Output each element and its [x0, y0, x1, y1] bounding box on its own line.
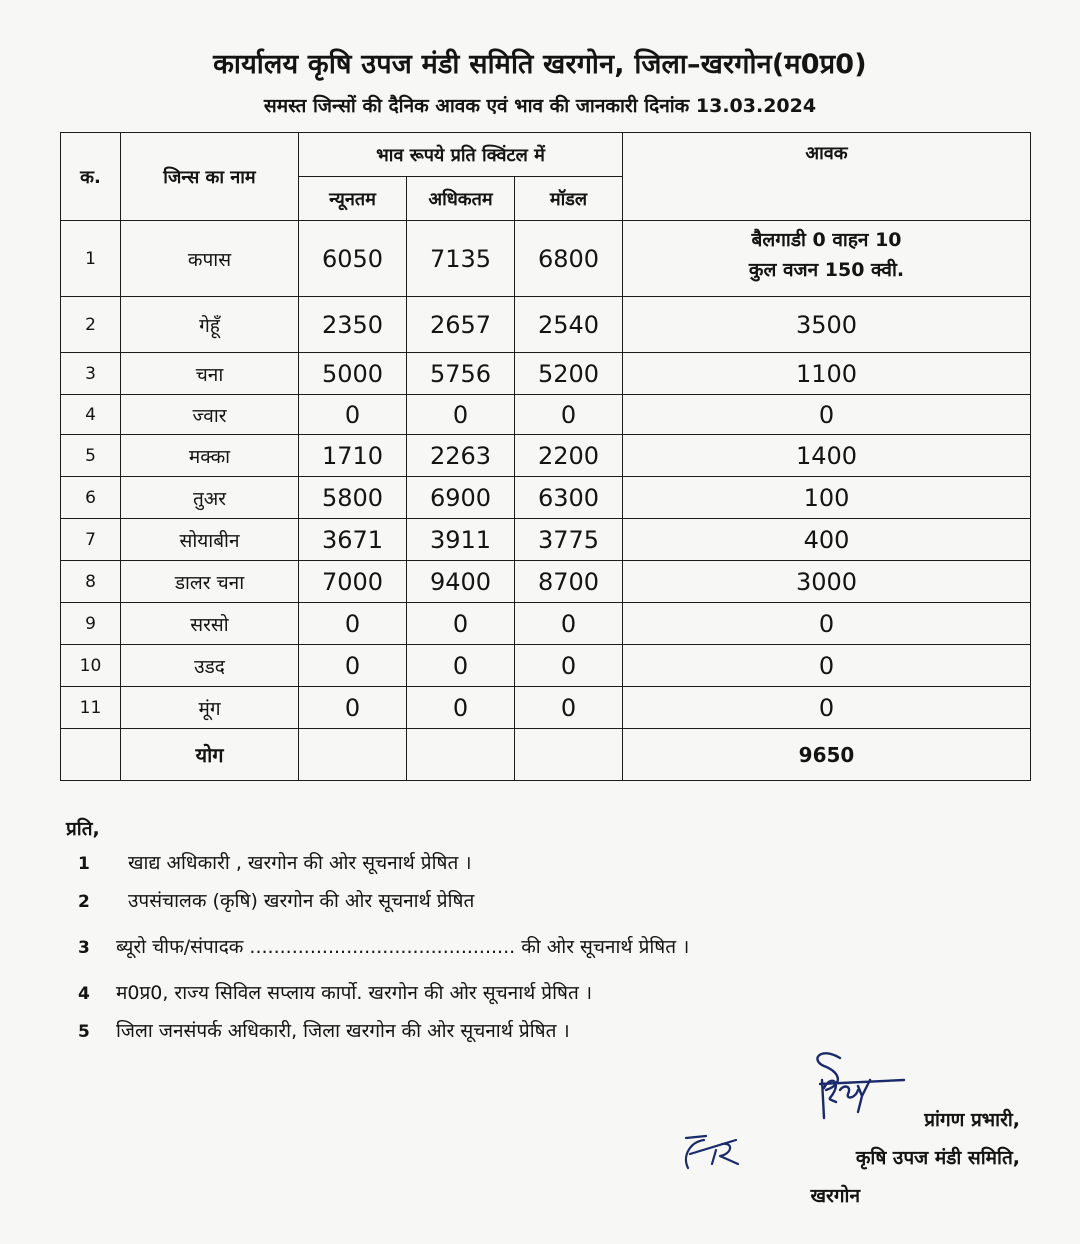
row-serial: 2	[61, 297, 121, 353]
row-serial: 9	[61, 603, 121, 645]
list-item	[0, 884, 1000, 918]
row-serial: 1	[61, 221, 121, 297]
row-max-price: 0	[407, 395, 515, 435]
list-item-text: म0प्र0, राज्य सिविल सप्लाय कार्पो. खरगोन की ओर सूचनार्थ प्रेषित ।	[116, 982, 593, 1004]
row-serial: 8	[61, 561, 121, 603]
row-arrival: 0	[623, 395, 1031, 435]
col-header-modal: मॉडल	[515, 177, 623, 221]
row-commodity: मूंग	[121, 687, 299, 729]
table-row	[61, 687, 1031, 729]
col-header-arrival: आवक	[623, 133, 1031, 221]
table-row	[61, 395, 1031, 435]
list-item-text: खाद्य अधिकारी , खरगोन की ओर सूचनार्थ प्रेषित ।	[128, 852, 472, 874]
row-modal-price: 3775	[515, 519, 623, 561]
row-commodity: ज्वार	[121, 395, 299, 435]
total-blank-cell	[515, 729, 623, 781]
row-max-price: 0	[407, 645, 515, 687]
total-label: योग	[121, 729, 299, 781]
row-max-price: 0	[407, 603, 515, 645]
row-arrival: 100	[623, 477, 1031, 519]
row-modal-price: 2540	[515, 297, 623, 353]
row-commodity: उडद	[121, 645, 299, 687]
row-min-price: 0	[299, 687, 407, 729]
row-commodity: मक्का	[121, 435, 299, 477]
table-row	[61, 519, 1031, 561]
signatory-designation: प्रांगण प्रभारी,	[924, 1109, 1020, 1131]
row-min-price: 1710	[299, 435, 407, 477]
list-item-text: ब्यूरो चीफ/संपादक ............................................ की ओर सूचनार्थ प्रेषित ।	[116, 936, 690, 958]
row-modal-price: 5200	[515, 353, 623, 395]
list-item-number: 1	[78, 854, 90, 874]
row-modal-price: 0	[515, 645, 623, 687]
table-row	[61, 603, 1031, 645]
row-serial: 10	[61, 645, 121, 687]
row-max-price: 3911	[407, 519, 515, 561]
row-min-price: 3671	[299, 519, 407, 561]
table-row	[61, 561, 1031, 603]
row-commodity: चना	[121, 353, 299, 395]
row-min-price: 0	[299, 603, 407, 645]
row-min-price: 5000	[299, 353, 407, 395]
row-serial: 6	[61, 477, 121, 519]
total-blank-cell	[407, 729, 515, 781]
signatory-office: कृषि उपज मंडी समिति,	[855, 1147, 1020, 1169]
arrival-weight: कुल वजन 150 क्वी.	[748, 259, 905, 281]
arrival-vehicles: बैलगाडी 0 वाहन 10	[751, 229, 902, 251]
distribution-heading: प्रति,	[66, 818, 100, 840]
row-modal-price: 0	[515, 395, 623, 435]
list-item-number: 4	[78, 984, 90, 1004]
signature-block	[600, 1040, 1020, 1230]
list-item	[0, 846, 1000, 880]
list-item-number: 2	[78, 892, 90, 912]
row-commodity: गेहूँ	[121, 297, 299, 353]
signatory-place: खरगोन	[810, 1185, 860, 1207]
list-item-text: उपसंचालक (कृषि) खरगोन की ओर सूचनार्थ प्रेषित	[128, 890, 475, 912]
total-arrival-value: 9650	[623, 729, 1031, 781]
table-row	[61, 221, 1031, 297]
row-min-price: 6050	[299, 221, 407, 297]
list-item-number: 3	[78, 938, 90, 958]
row-modal-price: 6800	[515, 221, 623, 297]
row-arrival: 400	[623, 519, 1031, 561]
row-arrival	[623, 221, 1031, 297]
row-arrival: 0	[623, 687, 1031, 729]
col-header-price-group: भाव रूपये प्रति क्विंटल में	[299, 133, 623, 177]
list-item-number: 5	[78, 1022, 90, 1042]
row-max-price: 9400	[407, 561, 515, 603]
rate-arrival-table	[60, 132, 1031, 781]
row-arrival: 1400	[623, 435, 1031, 477]
row-modal-price: 8700	[515, 561, 623, 603]
row-max-price: 2263	[407, 435, 515, 477]
total-blank-cell	[299, 729, 407, 781]
row-arrival: 0	[623, 645, 1031, 687]
table-row	[61, 353, 1031, 395]
row-modal-price: 6300	[515, 477, 623, 519]
document-title: कार्यालय कृषि उपज मंडी समिति खरगोन, जिला–खरगोन(म0प्र0)	[213, 49, 867, 80]
row-commodity: सरसो	[121, 603, 299, 645]
table-row	[61, 477, 1031, 519]
table-row	[61, 297, 1031, 353]
table-row	[61, 435, 1031, 477]
row-max-price: 6900	[407, 477, 515, 519]
total-blank-cell	[61, 729, 121, 781]
row-min-price: 5800	[299, 477, 407, 519]
row-serial: 7	[61, 519, 121, 561]
row-max-price: 0	[407, 687, 515, 729]
row-serial: 4	[61, 395, 121, 435]
row-commodity: सोयाबीन	[121, 519, 299, 561]
row-min-price: 0	[299, 395, 407, 435]
list-item-text: जिला जनसंपर्क अधिकारी, जिला खरगोन की ओर सूचनार्थ प्रेषित ।	[116, 1020, 570, 1042]
table-row	[61, 645, 1031, 687]
row-arrival: 1100	[623, 353, 1031, 395]
row-min-price: 0	[299, 645, 407, 687]
row-modal-price: 0	[515, 603, 623, 645]
row-commodity: कपास	[121, 221, 299, 297]
row-max-price: 7135	[407, 221, 515, 297]
row-serial: 11	[61, 687, 121, 729]
col-header-max: अधिकतम	[407, 177, 515, 221]
row-modal-price: 0	[515, 687, 623, 729]
total-row	[61, 729, 1031, 781]
row-commodity: तुअर	[121, 477, 299, 519]
list-item	[0, 976, 1000, 1010]
row-serial: 3	[61, 353, 121, 395]
list-item	[0, 930, 1000, 964]
row-commodity: डालर चना	[121, 561, 299, 603]
document-subtitle: समस्त जिन्सों की दैनिक आवक एवं भाव की जानकारी दिनांक 13.03.2024	[263, 95, 817, 117]
row-max-price: 2657	[407, 297, 515, 353]
row-arrival: 0	[623, 603, 1031, 645]
row-arrival: 3500	[623, 297, 1031, 353]
row-serial: 5	[61, 435, 121, 477]
col-header-commodity: जिन्स का नाम	[121, 133, 299, 221]
row-modal-price: 2200	[515, 435, 623, 477]
row-arrival: 3000	[623, 561, 1031, 603]
col-header-min: न्यूनतम	[299, 177, 407, 221]
row-min-price: 2350	[299, 297, 407, 353]
col-header-serial: क.	[61, 133, 121, 221]
row-min-price: 7000	[299, 561, 407, 603]
table-header-row	[61, 133, 1031, 177]
row-max-price: 5756	[407, 353, 515, 395]
